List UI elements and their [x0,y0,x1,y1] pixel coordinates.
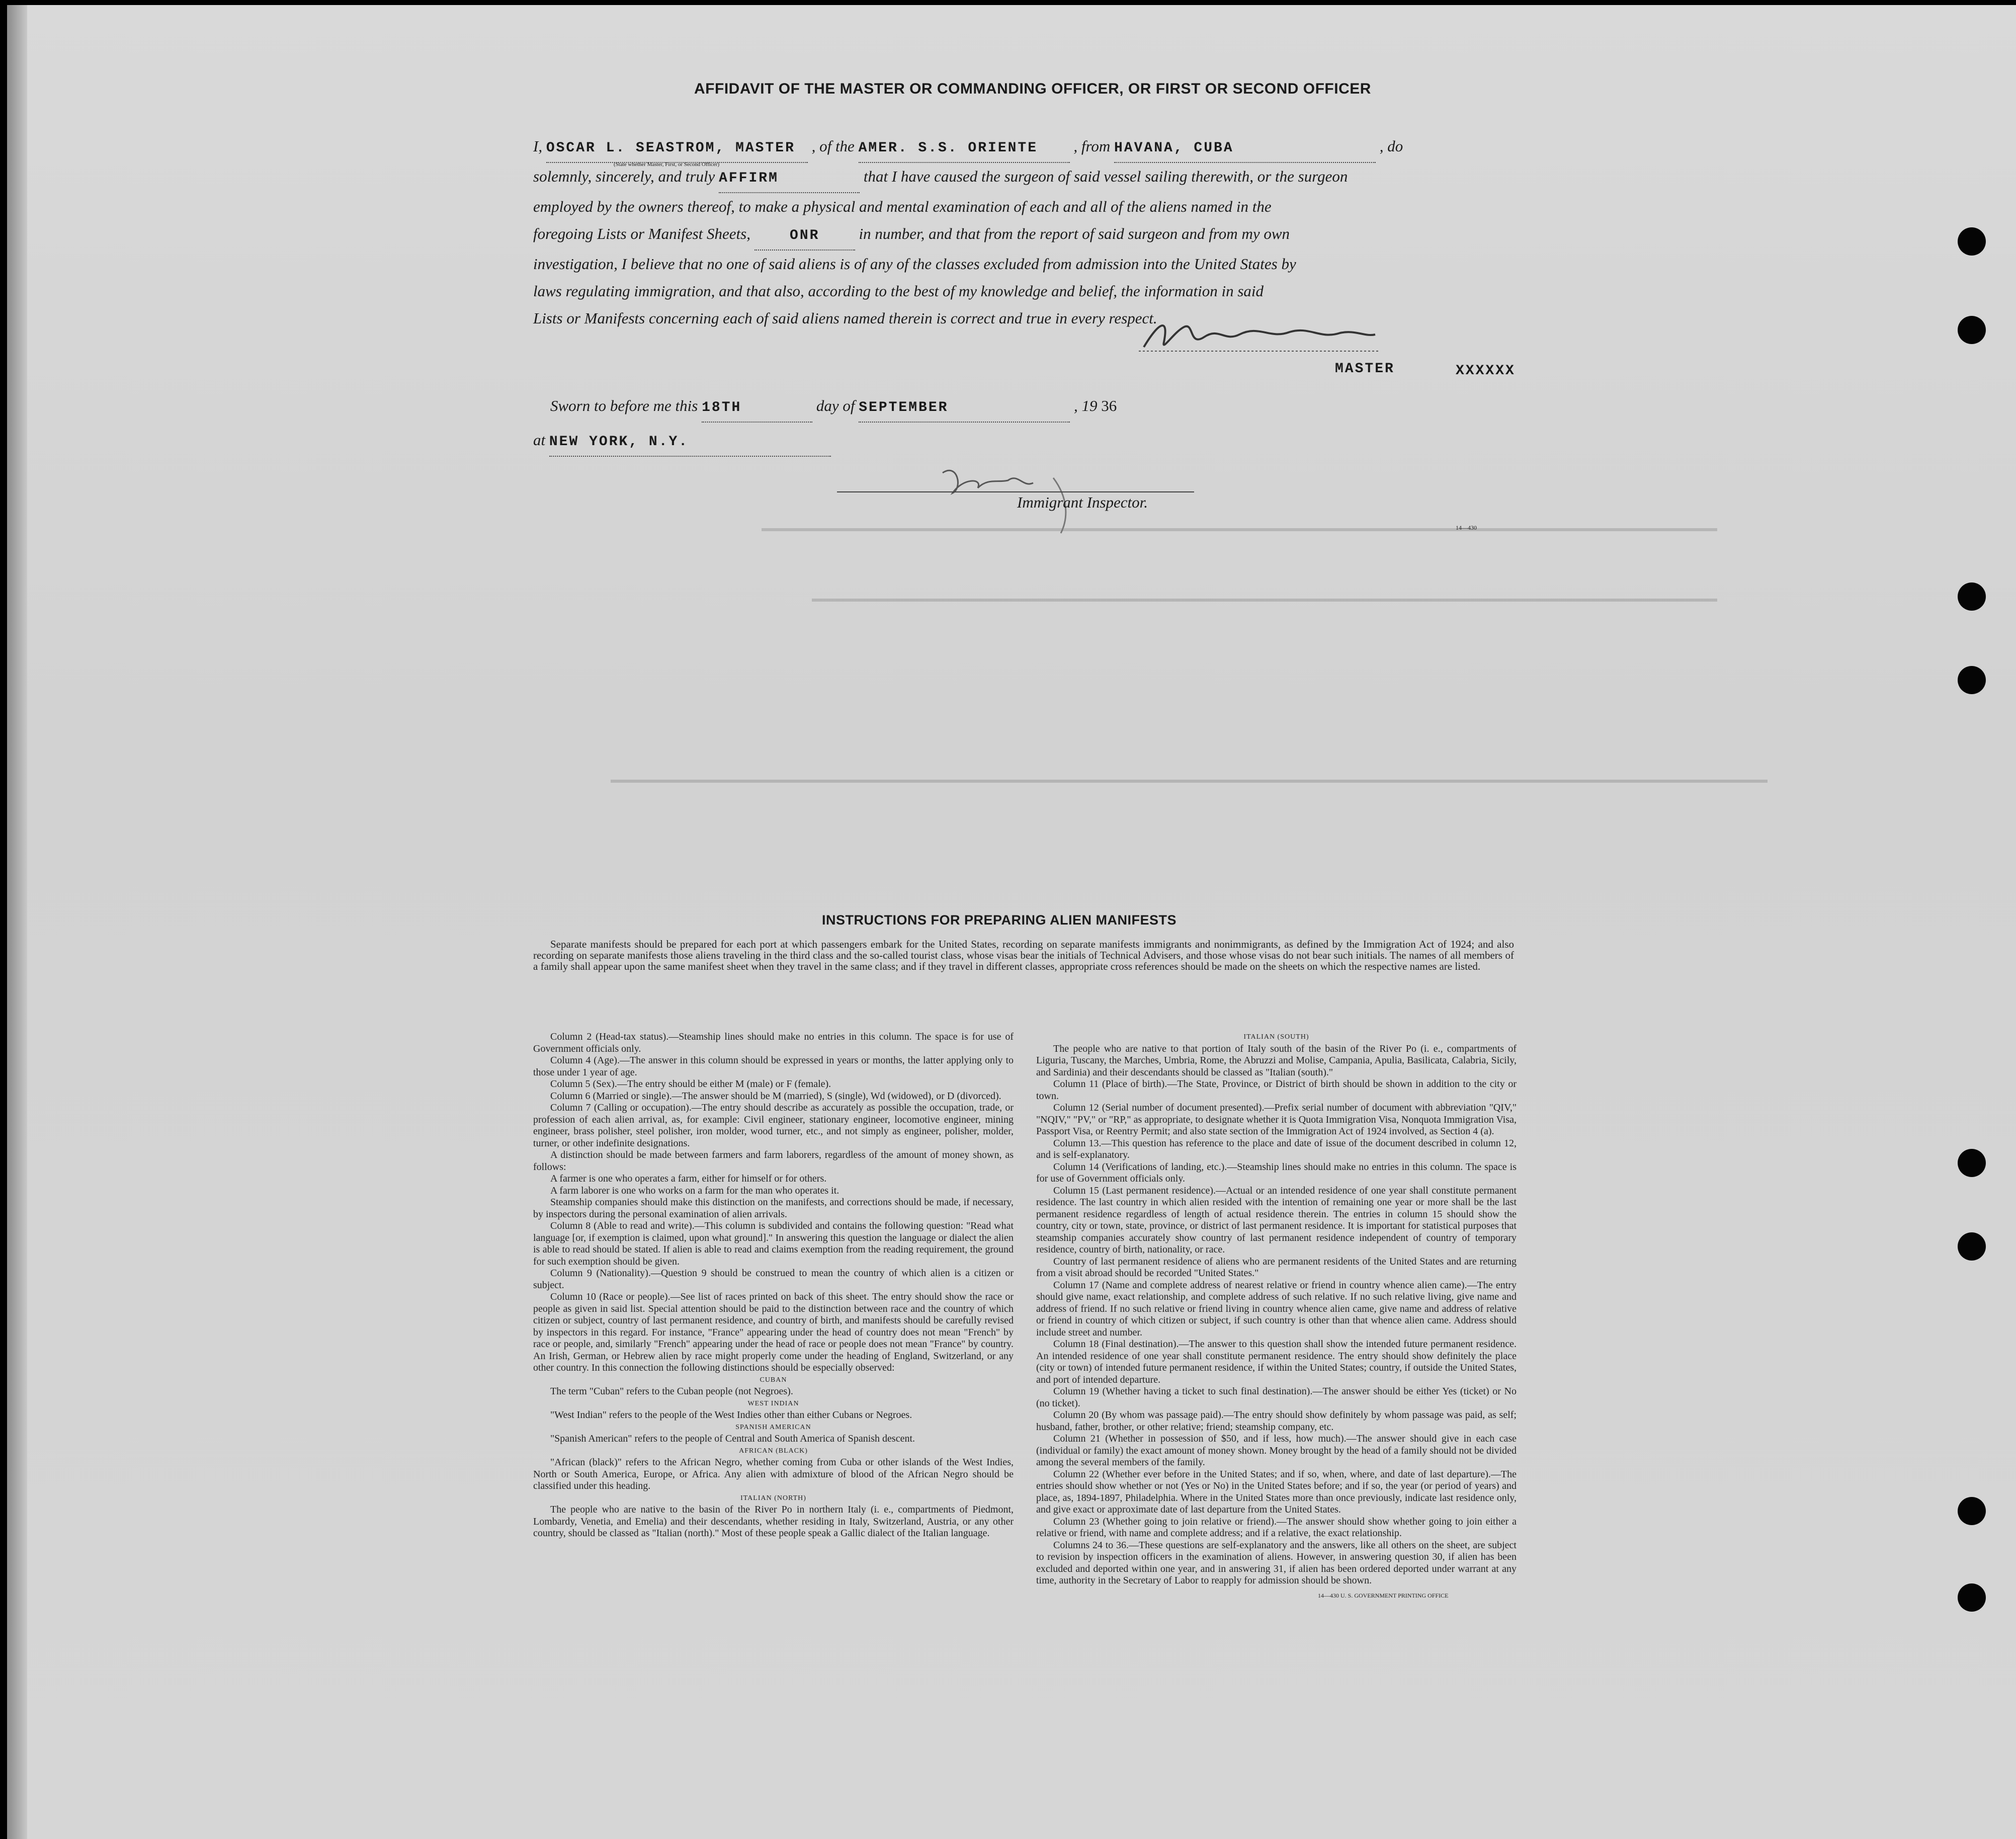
left-paragraph: A farm laborer is one who works on a farm for the man who operates it. [550,1185,839,1196]
race-definition: "West Indian" refers to the people of the West Indies other than either Cubans or Negroes. [550,1409,912,1420]
left-paragraph: Column 4 (Age).—The answer in this column should be expressed in years or months, the latter applying only to those under 1 year of age. [533,1055,1014,1078]
right-paragraph: Column 17 (Name and complete address of nearest relative or friend in country whence alien came).—The entry should give name, exact relationship, and complete address of such relative. If no such relative living, give name and address of friend. If no such relative or friend living in country whence alien came, give name and address of relative or friend in country of which citizen or subject, if such country is other than that whence alien came. Address should include street and number. [1036,1279,1517,1338]
punch-hole [1958,1232,1986,1261]
instructions-left-column [533,1031,1014,1540]
master-signature [1139,312,1380,357]
left-paragraph: Column 6 (Married or single).—The answer should be M (married), S (single), Wd (widowed), or D (divorced). [550,1090,1001,1102]
section-heading: WEST INDIAN [747,1399,799,1407]
section-heading: ITALIAN (SOUTH) [1243,1033,1309,1041]
inspector-title: Immigrant Inspector. [1017,493,1148,511]
sworn-line: Sworn to before me this 18TH day of SEPTEMBER , 19 36 [550,392,1117,423]
right-paragraph: Column 13.—This question has reference to the place and date of issue of the document described in column 12, and is self-explanatory. [1036,1137,1517,1160]
right-paragraph: Column 20 (By whom was passage paid).—The entry should show definitely by whom passage was paid, as self; husband, father, brother, or other relative; friend; steamship company, etc. [1036,1409,1517,1433]
right-paragraph: Column 15 (Last permanent residence).—Actual or an intended residence of one year shall constitute permanent residence. The last country in which alien resided with the intention of remaining one year or more shall be the last permanent residence regardless of length of actual residence therein. The entries in column 15 should show the country, city or town, state, province, or district of last permanent residence. It is important for statistical purposes that steamship companies accurately show country of last permanent residence independent of country of temporary residence, country of birth, nationality, or race. [1036,1185,1517,1255]
race-definition: The term "Cuban" refers to the Cuban people (not Negroes). [550,1386,793,1397]
bleed-through-line [812,599,1717,602]
affidavit-title: AFFIDAVIT OF THE MASTER OR COMMANDING OFFICER, OR FIRST OR SECOND OFFICER [694,80,1371,97]
right-paragraph: Column 23 (Whether going to join relative or friend).—The answer should show whether going to join either a relative or friend, with name and complete address; and if a relative, the exact relationship. [1036,1516,1517,1539]
punch-hole [1958,316,1986,344]
right-paragraph: Columns 24 to 36.—These questions are self-explanatory and the answers, like all others on the sheet, are subject to revision by inspection officers in the examination of aliens. However, in answering question 30, if alien has been excluded and deported within one year, and in answering 31, if alien has been ordered deported under warrant at any time, authority in the Secretary of Labor to reapply for admission should be shown. [1036,1539,1517,1586]
right-paragraph: Column 14 (Verifications of landing, etc.).—Steamship lines should make no entries in this column. The space is for use of Government officials only. [1036,1161,1517,1184]
punch-hole [1958,582,1986,611]
race-definition: "African (black)" refers to the African Negro, whether coming from Cuba or other islands of the West Indies, North or South America, Europe, or Africa. Any alien with admixture of blood of the African Negro should be classified under this heading. [533,1457,1014,1491]
instructions-title: INSTRUCTIONS FOR PREPARING ALIEN MANIFESTS [822,912,1177,928]
race-definition: "Spanish American" refers to the people of Central and South America of Spanish descent. [550,1433,915,1444]
section-heading: AFRICAN (BLACK) [739,1447,808,1455]
left-paragraph: Column 8 (Able to read and write).—This column is subdivided and contains the following question: "Read what language [or, if exemption is claimed, upon what ground]." In answering this question the language or dialect the alien is able to read should be stated. If alien is able to read and claims exemption from the reading requirement, the ground for such exemption should be given. [533,1220,1014,1267]
left-paragraph: Column 7 (Calling or occupation).—The entry should describe as accurately as possible the occupation, trade, or profession of each alien arrival, as, for example: Civil engineer, stationary engineer, locomotive engineer, mining engineer, brass polisher, steel polisher, iron molder, wood turner, etc., and not simply as engineer, polisher, molder, turner, or other indefinite designations. [533,1102,1014,1149]
sworn-month-field: SEPTEMBER [859,394,1070,423]
officer-name-field: OSCAR L. SEASTROM, MASTER [546,135,808,163]
oath-type-field: AFFIRM [719,165,860,193]
right-paragraph: Column 21 (Whether in possession of $50, and if less, how much).—The answer should give in each case (individual or family) the exact amount of money shown. Money brought by the head of a family should not be divided among the several members of the family. [1036,1433,1517,1468]
printer-footer: 14—430 U. S. GOVERNMENT PRINTING OFFICE [1318,1592,1449,1599]
officer-rank-hint: (State whether Master, First, or Second Officer) [614,161,720,168]
punch-hole [1958,1583,1986,1612]
race-definition: The people who are native to the basin of the River Po in northern Italy (i. e., compartments of Piedmont, Lombardy, Venetia, and Emelia) and their descendants, whether residing in Italy, Switzerland, Austria, or any other country, should be classed as "Italian (north)." Most of these people speak a Gallic dialect of the Italian language. [533,1504,1014,1539]
section-heading: CUBAN [760,1376,787,1384]
right-paragraph: Country of last permanent residence of aliens who are permanent residents of the United States and are returning from a visit abroad should be recorded "United States." [1036,1256,1517,1279]
right-paragraph: Column 19 (Whether having a ticket to such final destination).—The answer should be either Yes (ticket) or No (no ticket). [1036,1386,1517,1409]
manifest-page [7,5,2016,1839]
left-paragraph: Column 2 (Head-tax status).—Steamship lines should make no entries in this column. The space is for use of Government officials only. [533,1031,1014,1054]
left-paragraph: Column 10 (Race or people).—See list of races printed on back of this sheet. The entry should show the race or people as given in said list. Special attention should be paid to the distinction between race and the country of which citizen or subject, country of last permanent residence, and country of birth, and manifests should be carefully revised by inspectors in this regard. For instance, "France" appearing under the head of country does not mean "French" by race or people, and, similarly "French" appearing under the head of race or people does not mean "France" by country. An Irish, German, or Hebrew alien by race might properly come under the heading of England, Switzerland, or any other country. In this connection the following distinctions should be especially observed: [533,1291,1014,1373]
sheet-count-field: ONR [754,222,855,250]
affidavit-body: I, OSCAR L. SEASTROM, MASTER , of the AMER. S.S. ORIENTE , from HAVANA, CUBA , do (State whether Master, First, or Second Officer) solemnly, sincerely, and truly AFFIRM that I have caused the surgeon of said vessel sailing therewith, or the surgeon employed by the owners thereof, to make a physical and mental examination of each and all of the aliens named in the foregoing Lists or Manifest Sheets, ONR in number, and that from the report of said surgeon and from my own investigation, I believe that no one of said aliens is of any of the classes excluded from admission into the United States by laws regulating immigration, and that also, according to the best of my knowledge and belief, the information in said Lists or Manifests concerning each of said aliens named therein is correct and true in every respect. [533,133,1519,332]
left-paragraph: Column 9 (Nationality).—Question 9 should be construed to mean the country of which alien is a citizen or subject. [533,1268,1014,1291]
sworn-day-field: 18TH [702,394,812,423]
right-paragraph: Column 18 (Final destination).—The answer to this question shall show the intended future permanent residence. An intended residence of one year shall constitute permanent residence. The entry should show definitely the place (city or town) of intended future permanent residence, if within the United States; country, if outside the United States, and port of intended departure. [1036,1339,1517,1385]
sworn-place-field: NEW YORK, N.Y. [549,429,831,457]
instructions-intro: Separate manifests should be prepared for each port at which passengers embark for the United States, recording on separate manifests immigrants and nonimmigrants, as defined by the Immigration Act of 1924; and also recording on separate manifests those aliens traveling in the third class and the so-called tourist class, whose visas bear the initials of Technical Advisers, and those whose visas do not bear such initials. The names of all members of a family shall appear upon the same manifest sheet when they travel in the same class; and if they travel in different classes, appropriate cross references should be made on the sheets on which the respective names are listed. [533,938,1514,972]
page-edge-shadow [7,5,27,1839]
section-heading: SPANISH AMERICAN [735,1423,811,1431]
section-heading: ITALIAN (NORTH) [740,1494,806,1502]
vessel-name-field: AMER. S.S. ORIENTE [859,135,1070,163]
right-paragraph: Column 12 (Serial number of document presented).—Prefix serial number of document with abbreviation "QIV," "NQIV," "PV," or "RP," as appropriate, to designate whether it is Quota Immigration Visa, Nonquota Immigration Visa, Passport Visa, or Reentry Permit; and also state section of the Immigration Act of 1924 involved, as Section 4 (a). [1036,1102,1517,1137]
bleed-through-line [611,780,1768,783]
sworn-year-field: 36 [1101,397,1117,414]
left-paragraph: A farmer is one who operates a farm, either for himself or for others. [550,1173,827,1184]
left-paragraph: A distinction should be made between farmers and farm laborers, regardless of the amount of money shown, as follows: [533,1149,1014,1173]
right-paragraph: Column 22 (Whether ever before in the United States; and if so, when, where, and date of last departure).—The entries should show whether or not (Yes or No) in the United States before; and if so, the year (or period of years) and place, as, 1894-1897, Philadelphia. Where in the United States more than once previously, indicate last residence only, and give exact or approximate date of last departure from the United States. [1036,1468,1517,1515]
form-number-top: 14—430 [1456,524,1477,531]
signer-rank: MASTER [1335,361,1395,377]
punch-hole [1958,1497,1986,1525]
left-paragraph: Column 5 (Sex).—The entry should be either M (male) or F (female). [550,1078,831,1090]
punch-hole [1958,227,1986,256]
left-paragraph: Steamship companies should make this distinction on the manifests, and corrections should be made, if necessary, by inspectors during the personal examination of alien arrivals. [533,1197,1014,1220]
struck-out-text: XXXXXX [1456,363,1516,379]
punch-hole [1958,1149,1986,1177]
sworn-place-line: at NEW YORK, N.Y. [533,427,831,457]
instructions-right-column [1036,1031,1517,1602]
right-paragraph: Column 11 (Place of birth).—The State, Province, or District of birth should be shown in addition to the city or town. [1036,1078,1517,1102]
punch-hole [1958,666,1986,694]
origin-port-field: HAVANA, CUBA [1114,135,1376,163]
right-paragraph: The people who are native to that portion of Italy south of the basin of the River Po (i. e., compartments of Liguria, Tuscany, the Marches, Umbria, Rome, the Abruzzi and Molise, Campania, Apulia, Basilicata, Calabria, Sicily, and Sardinia) and their descendants should be classed as "Italian (south)." [1036,1043,1517,1078]
